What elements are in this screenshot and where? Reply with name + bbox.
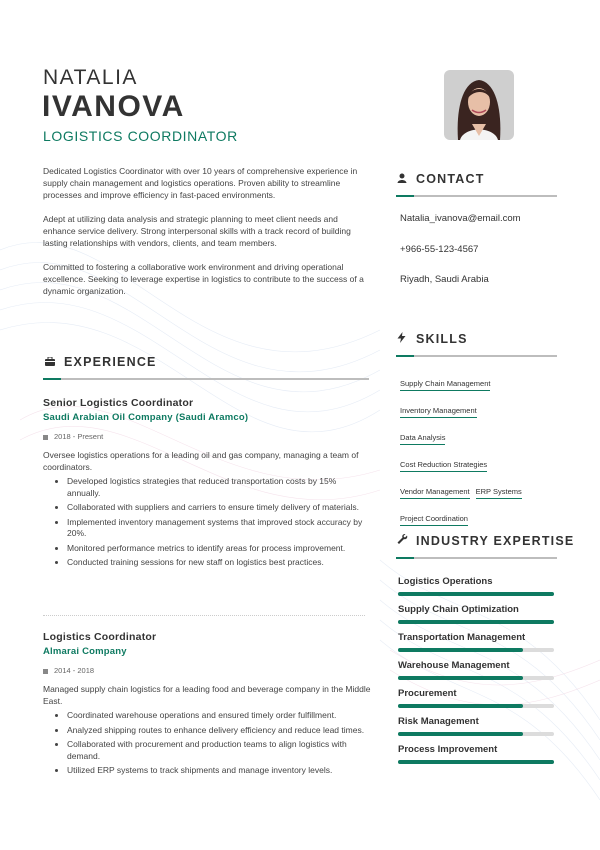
skills-divider xyxy=(396,355,557,357)
expertise-label: Warehouse Management xyxy=(398,660,510,671)
job-bullets xyxy=(43,710,371,777)
job-role: Logistics Coordinator xyxy=(43,631,157,643)
expertise-item xyxy=(398,604,554,632)
last-name: IVANOVA xyxy=(42,90,185,123)
job-divider xyxy=(43,615,365,616)
job-title: LOGISTICS COORDINATOR xyxy=(43,128,238,144)
skill-tag: ERP Systems xyxy=(476,487,522,499)
contact-heading xyxy=(397,172,485,186)
list-item: • Coordinated warehouse operations and ensured timely order fulfillment. xyxy=(67,710,371,722)
profile-photo xyxy=(444,70,514,140)
job-role: Senior Logistics Coordinator xyxy=(43,397,194,409)
experience-heading xyxy=(45,355,157,369)
person-icon xyxy=(397,173,411,186)
skill-tag: Cost Reduction Strategies xyxy=(400,460,487,472)
expertise-title: INDUSTRY EXPERTISE xyxy=(416,534,575,548)
list-item: • Collaborated with suppliers and carriers to ensure timely delivery of materials. xyxy=(67,502,371,514)
expertise-divider xyxy=(396,557,557,559)
job-company: Saudi Arabian Oil Company (Saudi Aramco) xyxy=(43,412,249,423)
expertise-item xyxy=(398,632,554,660)
list-item: • Collaborated with procurement and production teams to align logistics with demand. xyxy=(67,739,371,762)
contact-email[interactable]: Natalia_ivanova@email.com xyxy=(400,213,521,224)
expertise-bar xyxy=(398,620,554,624)
job-entry xyxy=(43,631,371,780)
wrench-icon xyxy=(397,534,411,548)
contact-title: CONTACT xyxy=(416,172,485,186)
summary-paragraph: Dedicated Logistics Coordinator with over 10 years of comprehensive experience in supply chain management and logistics operations. Proven ability to streamline processes and improve efficiency in fast-paced environments. xyxy=(43,166,358,200)
skills-title: SKILLS xyxy=(416,332,468,346)
summary-paragraph: Committed to fostering a collaborative work environment and driving operational excellence. Seeking to leverage expertise in logistics to contribute to the success of a dynamic organization. xyxy=(43,262,364,296)
contact-location: Riyadh, Saudi Arabia xyxy=(400,274,489,285)
expertise-item xyxy=(398,716,554,744)
skill-tag: Project Coordination xyxy=(400,514,468,526)
job-entry xyxy=(43,397,371,572)
skill-tag: Vendor Management xyxy=(400,487,470,499)
first-name: NATALIA xyxy=(43,66,138,89)
expertise-label: Process Improvement xyxy=(398,744,498,755)
expertise-label: Transportation Management xyxy=(398,632,526,643)
experience-divider xyxy=(43,378,369,380)
expertise-label: Procurement xyxy=(398,688,457,699)
list-item: • Analyzed shipping routes to enhance delivery efficiency and reduce lead times. xyxy=(67,725,371,737)
expertise-label: Risk Management xyxy=(398,716,479,727)
job-company: Almarai Company xyxy=(43,646,127,657)
job-description: Managed supply chain logistics for a leading food and beverage company in the Middle East. xyxy=(43,684,371,706)
summary-paragraph: Adept at utilizing data analysis and strategic planning to meet client needs and enhance service delivery. Strong interpersonal skills with a track record of building lasting relationships with vendors, clients, and team members. xyxy=(43,214,351,248)
expertise-item xyxy=(398,576,554,604)
list-item: • Developed logistics strategies that reduced transportation costs by 15% annually. xyxy=(67,476,371,499)
skills-list xyxy=(400,373,580,535)
expertise-item xyxy=(398,744,554,772)
expertise-bar xyxy=(398,732,554,736)
job-bullets xyxy=(43,476,371,569)
briefcase-icon xyxy=(45,357,59,369)
calendar-icon xyxy=(43,435,48,440)
list-item: • Conducted training sessions for new staff on logistics best practices. xyxy=(67,557,371,569)
job-description: Oversee logistics operations for a leading oil and gas company, managing a team of coordinators. xyxy=(43,450,359,472)
experience-title: EXPERIENCE xyxy=(64,355,157,369)
expertise-bar xyxy=(398,676,554,680)
expertise-bar xyxy=(398,648,554,652)
job-dates: 2014 - 2018 xyxy=(43,666,371,675)
skills-heading xyxy=(397,332,468,346)
list-item: • Monitored performance metrics to identify areas for process improvement. xyxy=(67,543,371,555)
expertise-bar xyxy=(398,704,554,708)
expertise-item xyxy=(398,660,554,688)
expertise-bar xyxy=(398,592,554,596)
expertise-label: Logistics Operations xyxy=(398,576,493,587)
expertise-list xyxy=(398,576,554,772)
expertise-label: Supply Chain Optimization xyxy=(398,604,519,615)
expertise-bar xyxy=(398,760,554,764)
skill-tag: Data Analysis xyxy=(400,433,445,445)
lightning-icon xyxy=(397,332,411,346)
skill-tag: Inventory Management xyxy=(400,406,477,418)
calendar-icon xyxy=(43,669,48,674)
expertise-heading xyxy=(397,534,574,548)
summary xyxy=(43,165,371,309)
expertise-item xyxy=(398,688,554,716)
list-item: • Implemented inventory management systems that improved stock accuracy by 20%. xyxy=(67,517,371,540)
contact-phone[interactable]: +966-55-123-4567 xyxy=(400,244,479,255)
job-dates: 2018 - Present xyxy=(43,432,371,441)
contact-divider xyxy=(396,195,557,197)
skill-tag: Supply Chain Management xyxy=(400,379,490,391)
list-item: • Utilized ERP systems to track shipments and manage inventory levels. xyxy=(67,765,371,777)
